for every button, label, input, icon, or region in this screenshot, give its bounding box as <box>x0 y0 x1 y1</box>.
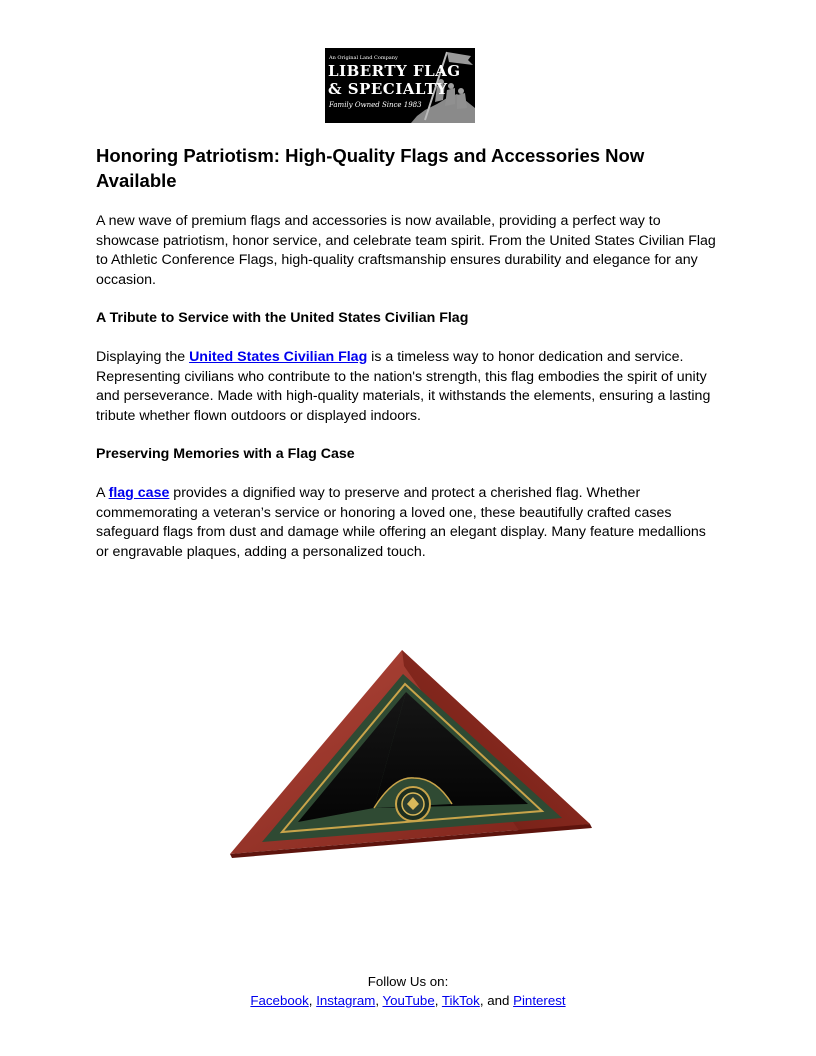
paragraph-text: Displaying the <box>96 348 190 365</box>
pinterest-link[interactable]: Pinterest <box>513 993 566 1008</box>
flag-case-paragraph <box>96 484 721 562</box>
separator: , <box>375 993 383 1008</box>
separator: , and <box>479 993 514 1008</box>
follow-us-label: Follow Us on: <box>367 974 449 989</box>
footer <box>0 972 816 1010</box>
separator: , <box>434 993 442 1008</box>
logo-slogan: Family Owned Since 1983 <box>329 101 422 109</box>
flag-case-image <box>224 646 594 858</box>
logo-line-2: & SPECIALTY <box>328 80 448 98</box>
youtube-link[interactable]: YouTube <box>382 993 435 1008</box>
flag-case-link[interactable]: flag case <box>108 484 170 501</box>
paragraph-text: is a timeless way to honor dedication and service. Representing civilians who contribute to the nation's strength, this flag embodies the spirit of unity and perseverance. Made with high-quality materials, it withstands the elements, ensuring a lasting tribute whether flown outdoors or displayed indoors. <box>96 348 711 424</box>
civilian-flag-link[interactable]: United States Civilian Flag <box>189 348 368 365</box>
separator: , <box>308 993 317 1008</box>
intro-paragraph: A new wave of premium flags and accessories is now available, providing a perfect way to showcase patriotism, honor service, and celebrate team spirit. From the United States Civilian Flag to Athletic Conference Flags, high-quality craftsmanship ensures durability and elegance for any occasion. <box>96 213 716 288</box>
article-title: Honoring Patriotism: High-Quality Flags and Accessories Now Available <box>96 145 645 191</box>
social-links <box>0 991 816 1010</box>
logo-line-1: LIBERTY FLAG <box>328 62 461 80</box>
facebook-link[interactable]: Facebook <box>250 993 309 1008</box>
logo-tagline: An Original Land Company <box>329 55 398 61</box>
article <box>96 143 721 562</box>
instagram-link[interactable]: Instagram <box>316 993 376 1008</box>
company-logo <box>325 48 475 123</box>
civilian-flag-paragraph <box>96 348 721 426</box>
tiktok-link[interactable]: TikTok <box>441 993 480 1008</box>
section-heading-civilian-flag: A Tribute to Service with the United States Civilian Flag <box>96 310 469 327</box>
section-heading-flag-case: Preserving Memories with a Flag Case <box>96 446 355 463</box>
paragraph-text: provides a dignified way to preserve and protect a cherished flag. Whether commemorating a veteran’s service or honoring a loved one, these beautifully crafted cases safeguard flags from dust and damage while offering an elegant display. Many feature medallions or engravable plaques, adding a personalized touch. <box>96 484 706 560</box>
paragraph-text: A <box>96 484 109 501</box>
